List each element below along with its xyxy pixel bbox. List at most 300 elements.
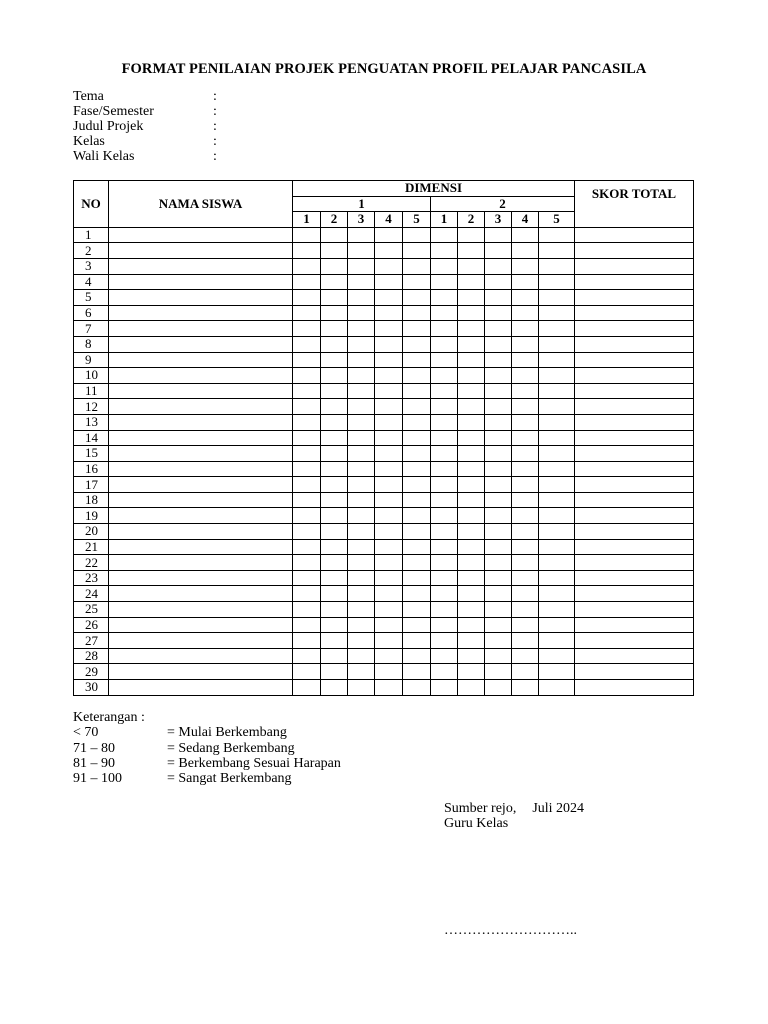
score-cell: [403, 586, 431, 602]
score-cell: [403, 274, 431, 290]
table-row: [74, 602, 694, 618]
score-cell: [403, 680, 431, 696]
table-row: [74, 586, 694, 602]
score-cell: [321, 586, 348, 602]
score-cell: [431, 555, 458, 571]
score-cell: [403, 321, 431, 337]
score-cell: [539, 664, 575, 680]
score-cell: [512, 648, 539, 664]
total-score-cell: [575, 305, 694, 321]
score-cell: [321, 555, 348, 571]
score-cell: [403, 633, 431, 649]
score-cell: [485, 555, 512, 571]
student-name-cell: [109, 227, 293, 243]
score-cell: [485, 477, 512, 493]
table-row: [74, 430, 694, 446]
student-name-cell: [109, 243, 293, 259]
score-cell: [321, 383, 348, 399]
score-cell: [539, 633, 575, 649]
row-number: 18: [74, 492, 109, 508]
row-number: 10: [74, 368, 109, 384]
score-cell: [431, 290, 458, 306]
score-cell: [458, 664, 485, 680]
score-cell: [348, 648, 375, 664]
score-cell: [321, 227, 348, 243]
row-number: 15: [74, 446, 109, 462]
score-cell: [539, 336, 575, 352]
header-nama-siswa: NAMA SISWA: [109, 181, 293, 228]
score-cell: [431, 274, 458, 290]
table-row: [74, 461, 694, 477]
score-cell: [375, 539, 403, 555]
score-cell: [403, 570, 431, 586]
score-cell: [539, 539, 575, 555]
sub-header: 4: [512, 212, 539, 228]
total-score-cell: [575, 602, 694, 618]
score-cell: [293, 602, 321, 618]
score-cell: [375, 383, 403, 399]
score-cell: [403, 664, 431, 680]
legend-item: [73, 756, 341, 771]
score-cell: [458, 555, 485, 571]
total-score-cell: [575, 680, 694, 696]
score-cell: [458, 492, 485, 508]
score-cell: [348, 368, 375, 384]
score-cell: [458, 430, 485, 446]
table-row: [74, 305, 694, 321]
score-cell: [512, 274, 539, 290]
score-cell: [348, 274, 375, 290]
score-cell: [431, 446, 458, 462]
score-cell: [403, 258, 431, 274]
score-cell: [403, 555, 431, 571]
student-name-cell: [109, 664, 293, 680]
score-cell: [348, 602, 375, 618]
row-number: 21: [74, 539, 109, 555]
header-skor-total: SKOR TOTAL: [575, 181, 694, 228]
table-row: [74, 648, 694, 664]
table-body: [74, 227, 694, 695]
score-cell: [458, 290, 485, 306]
score-cell: [293, 586, 321, 602]
score-cell: [539, 680, 575, 696]
score-cell: [348, 290, 375, 306]
score-cell: [512, 399, 539, 415]
score-cell: [539, 399, 575, 415]
score-cell: [348, 539, 375, 555]
score-cell: [539, 243, 575, 259]
signature-line: ………………………..: [444, 923, 577, 938]
total-score-cell: [575, 664, 694, 680]
score-cell: [512, 321, 539, 337]
score-cell: [293, 383, 321, 399]
score-cell: [321, 602, 348, 618]
score-cell: [375, 555, 403, 571]
score-cell: [321, 648, 348, 664]
info-separator: :: [213, 104, 217, 119]
score-cell: [431, 243, 458, 259]
score-cell: [348, 633, 375, 649]
score-cell: [539, 477, 575, 493]
student-name-cell: [109, 336, 293, 352]
header-dimension-1: 1: [293, 196, 431, 212]
assessment-table-wrapper: [73, 180, 694, 696]
score-cell: [431, 602, 458, 618]
legend-desc: = Berkembang Sesuai Harapan: [167, 755, 341, 771]
score-cell: [403, 617, 431, 633]
score-cell: [348, 477, 375, 493]
score-cell: [539, 492, 575, 508]
score-cell: [431, 399, 458, 415]
score-cell: [539, 383, 575, 399]
score-cell: [431, 617, 458, 633]
score-cell: [458, 477, 485, 493]
table-row: [74, 258, 694, 274]
score-cell: [512, 352, 539, 368]
score-cell: [403, 446, 431, 462]
row-number: 20: [74, 524, 109, 540]
score-cell: [458, 680, 485, 696]
score-cell: [375, 586, 403, 602]
total-score-cell: [575, 570, 694, 586]
score-cell: [293, 492, 321, 508]
score-cell: [512, 492, 539, 508]
score-cell: [485, 383, 512, 399]
score-cell: [458, 586, 485, 602]
score-cell: [348, 524, 375, 540]
score-cell: [485, 680, 512, 696]
row-number: 25: [74, 602, 109, 618]
table-row: [74, 617, 694, 633]
score-cell: [403, 227, 431, 243]
row-number: 24: [74, 586, 109, 602]
score-cell: [485, 492, 512, 508]
info-label: Wali Kelas: [73, 149, 135, 164]
score-cell: [293, 352, 321, 368]
student-name-cell: [109, 368, 293, 384]
score-cell: [348, 243, 375, 259]
score-cell: [293, 477, 321, 493]
row-number: 22: [74, 555, 109, 571]
student-name-cell: [109, 586, 293, 602]
score-cell: [458, 399, 485, 415]
score-cell: [321, 570, 348, 586]
table-row: [74, 243, 694, 259]
table-row: [74, 539, 694, 555]
total-score-cell: [575, 414, 694, 430]
score-cell: [321, 633, 348, 649]
score-cell: [403, 399, 431, 415]
score-cell: [431, 539, 458, 555]
score-cell: [512, 633, 539, 649]
score-cell: [539, 414, 575, 430]
row-number: 26: [74, 617, 109, 633]
score-cell: [539, 430, 575, 446]
score-cell: [375, 243, 403, 259]
score-cell: [375, 336, 403, 352]
score-cell: [293, 570, 321, 586]
sub-header: 5: [539, 212, 575, 228]
score-cell: [321, 352, 348, 368]
student-name-cell: [109, 414, 293, 430]
score-cell: [512, 305, 539, 321]
score-cell: [512, 586, 539, 602]
total-score-cell: [575, 399, 694, 415]
student-name-cell: [109, 555, 293, 571]
score-cell: [375, 305, 403, 321]
score-cell: [458, 352, 485, 368]
score-cell: [458, 368, 485, 384]
table-row: [74, 274, 694, 290]
score-cell: [512, 477, 539, 493]
score-cell: [321, 524, 348, 540]
legend-desc: = Mulai Berkembang: [167, 725, 287, 741]
score-cell: [539, 446, 575, 462]
row-number: 17: [74, 477, 109, 493]
student-name-cell: [109, 680, 293, 696]
score-cell: [293, 227, 321, 243]
score-cell: [348, 617, 375, 633]
score-cell: [348, 570, 375, 586]
score-cell: [293, 243, 321, 259]
student-name-cell: [109, 446, 293, 462]
score-cell: [403, 508, 431, 524]
total-score-cell: [575, 258, 694, 274]
student-name-cell: [109, 258, 293, 274]
score-cell: [539, 586, 575, 602]
score-cell: [458, 524, 485, 540]
table-row: [74, 414, 694, 430]
student-name-cell: [109, 570, 293, 586]
info-row-fase: [73, 104, 217, 119]
student-name-cell: [109, 633, 293, 649]
row-number: 19: [74, 508, 109, 524]
score-cell: [375, 414, 403, 430]
score-cell: [348, 383, 375, 399]
table-row: [74, 633, 694, 649]
table-row: [74, 524, 694, 540]
score-cell: [348, 508, 375, 524]
sub-header: 1: [293, 212, 321, 228]
score-cell: [321, 664, 348, 680]
score-cell: [512, 461, 539, 477]
score-cell: [539, 570, 575, 586]
score-cell: [485, 290, 512, 306]
total-score-cell: [575, 648, 694, 664]
score-cell: [293, 680, 321, 696]
score-cell: [539, 602, 575, 618]
score-cell: [458, 274, 485, 290]
score-cell: [348, 586, 375, 602]
score-cell: [431, 352, 458, 368]
page-title: FORMAT PENILAIAN PROJEK PENGUATAN PROFIL PELAJAR PANCASILA: [121, 61, 647, 77]
score-cell: [431, 368, 458, 384]
score-cell: [375, 290, 403, 306]
score-cell: [293, 258, 321, 274]
assessment-table: [73, 180, 694, 696]
score-cell: [321, 446, 348, 462]
score-cell: [293, 524, 321, 540]
score-cell: [293, 555, 321, 571]
score-cell: [321, 321, 348, 337]
score-cell: [321, 680, 348, 696]
info-block: [73, 89, 217, 164]
score-cell: [539, 227, 575, 243]
score-cell: [321, 539, 348, 555]
sub-header: 2: [458, 212, 485, 228]
score-cell: [458, 602, 485, 618]
score-cell: [485, 414, 512, 430]
legend-item: [73, 741, 341, 756]
score-cell: [539, 305, 575, 321]
score-cell: [348, 680, 375, 696]
score-cell: [458, 336, 485, 352]
legend-item: [73, 725, 341, 740]
sub-header: 3: [485, 212, 512, 228]
score-cell: [403, 492, 431, 508]
score-cell: [539, 321, 575, 337]
score-cell: [321, 274, 348, 290]
signature-role: Guru Kelas: [444, 816, 509, 832]
score-cell: [485, 617, 512, 633]
table-row: [74, 383, 694, 399]
score-cell: [458, 414, 485, 430]
total-score-cell: [575, 290, 694, 306]
legend-range: < 70: [73, 725, 99, 741]
sub-header: 4: [375, 212, 403, 228]
score-cell: [458, 243, 485, 259]
score-cell: [375, 227, 403, 243]
score-cell: [293, 430, 321, 446]
score-cell: [321, 508, 348, 524]
row-number: 30: [74, 680, 109, 696]
score-cell: [403, 336, 431, 352]
score-cell: [321, 414, 348, 430]
score-cell: [348, 227, 375, 243]
score-cell: [293, 336, 321, 352]
row-number: 16: [74, 461, 109, 477]
score-cell: [375, 633, 403, 649]
total-score-cell: [575, 274, 694, 290]
score-cell: [485, 539, 512, 555]
score-cell: [539, 461, 575, 477]
score-cell: [458, 305, 485, 321]
total-score-cell: [575, 492, 694, 508]
total-score-cell: [575, 243, 694, 259]
row-number: 11: [74, 383, 109, 399]
score-cell: [293, 414, 321, 430]
info-separator: :: [213, 119, 217, 134]
score-cell: [485, 461, 512, 477]
score-cell: [293, 508, 321, 524]
score-cell: [375, 321, 403, 337]
score-cell: [293, 648, 321, 664]
table-row: [74, 227, 694, 243]
score-cell: [403, 461, 431, 477]
score-cell: [512, 570, 539, 586]
score-cell: [375, 524, 403, 540]
score-cell: [375, 446, 403, 462]
header-dimension-2: 2: [431, 196, 575, 212]
score-cell: [458, 648, 485, 664]
table-row: [74, 321, 694, 337]
total-score-cell: [575, 430, 694, 446]
score-cell: [375, 602, 403, 618]
info-separator: :: [213, 149, 217, 164]
info-separator: :: [213, 134, 217, 149]
row-number: 9: [74, 352, 109, 368]
total-score-cell: [575, 446, 694, 462]
row-number: 28: [74, 648, 109, 664]
table-row: [74, 352, 694, 368]
student-name-cell: [109, 383, 293, 399]
score-cell: [458, 570, 485, 586]
legend-range: 71 – 80: [73, 740, 115, 756]
score-cell: [403, 524, 431, 540]
score-cell: [403, 368, 431, 384]
row-number: 3: [74, 258, 109, 274]
signature-date: Juli 2024: [532, 801, 585, 816]
row-number: 29: [74, 664, 109, 680]
total-score-cell: [575, 555, 694, 571]
score-cell: [375, 477, 403, 493]
student-name-cell: [109, 492, 293, 508]
score-cell: [485, 633, 512, 649]
score-cell: [539, 352, 575, 368]
score-cell: [539, 508, 575, 524]
score-cell: [539, 617, 575, 633]
score-cell: [375, 461, 403, 477]
student-name-cell: [109, 617, 293, 633]
info-row-wali: [73, 149, 217, 164]
score-cell: [458, 383, 485, 399]
student-name-cell: [109, 399, 293, 415]
score-cell: [485, 305, 512, 321]
row-number: 13: [74, 414, 109, 430]
student-name-cell: [109, 508, 293, 524]
score-cell: [321, 258, 348, 274]
score-cell: [403, 383, 431, 399]
score-cell: [403, 539, 431, 555]
student-name-cell: [109, 274, 293, 290]
score-cell: [512, 446, 539, 462]
table-row: [74, 477, 694, 493]
score-cell: [431, 664, 458, 680]
score-cell: [375, 680, 403, 696]
score-cell: [321, 336, 348, 352]
score-cell: [375, 664, 403, 680]
total-score-cell: [575, 461, 694, 477]
score-cell: [458, 258, 485, 274]
score-cell: [512, 680, 539, 696]
score-cell: [458, 446, 485, 462]
score-cell: [348, 336, 375, 352]
total-score-cell: [575, 336, 694, 352]
score-cell: [485, 586, 512, 602]
score-cell: [293, 274, 321, 290]
row-number: 4: [74, 274, 109, 290]
score-cell: [348, 399, 375, 415]
score-cell: [458, 633, 485, 649]
total-score-cell: [575, 321, 694, 337]
student-name-cell: [109, 648, 293, 664]
table-row: [74, 336, 694, 352]
student-name-cell: [109, 321, 293, 337]
score-cell: [512, 539, 539, 555]
score-cell: [512, 227, 539, 243]
total-score-cell: [575, 477, 694, 493]
score-cell: [539, 258, 575, 274]
